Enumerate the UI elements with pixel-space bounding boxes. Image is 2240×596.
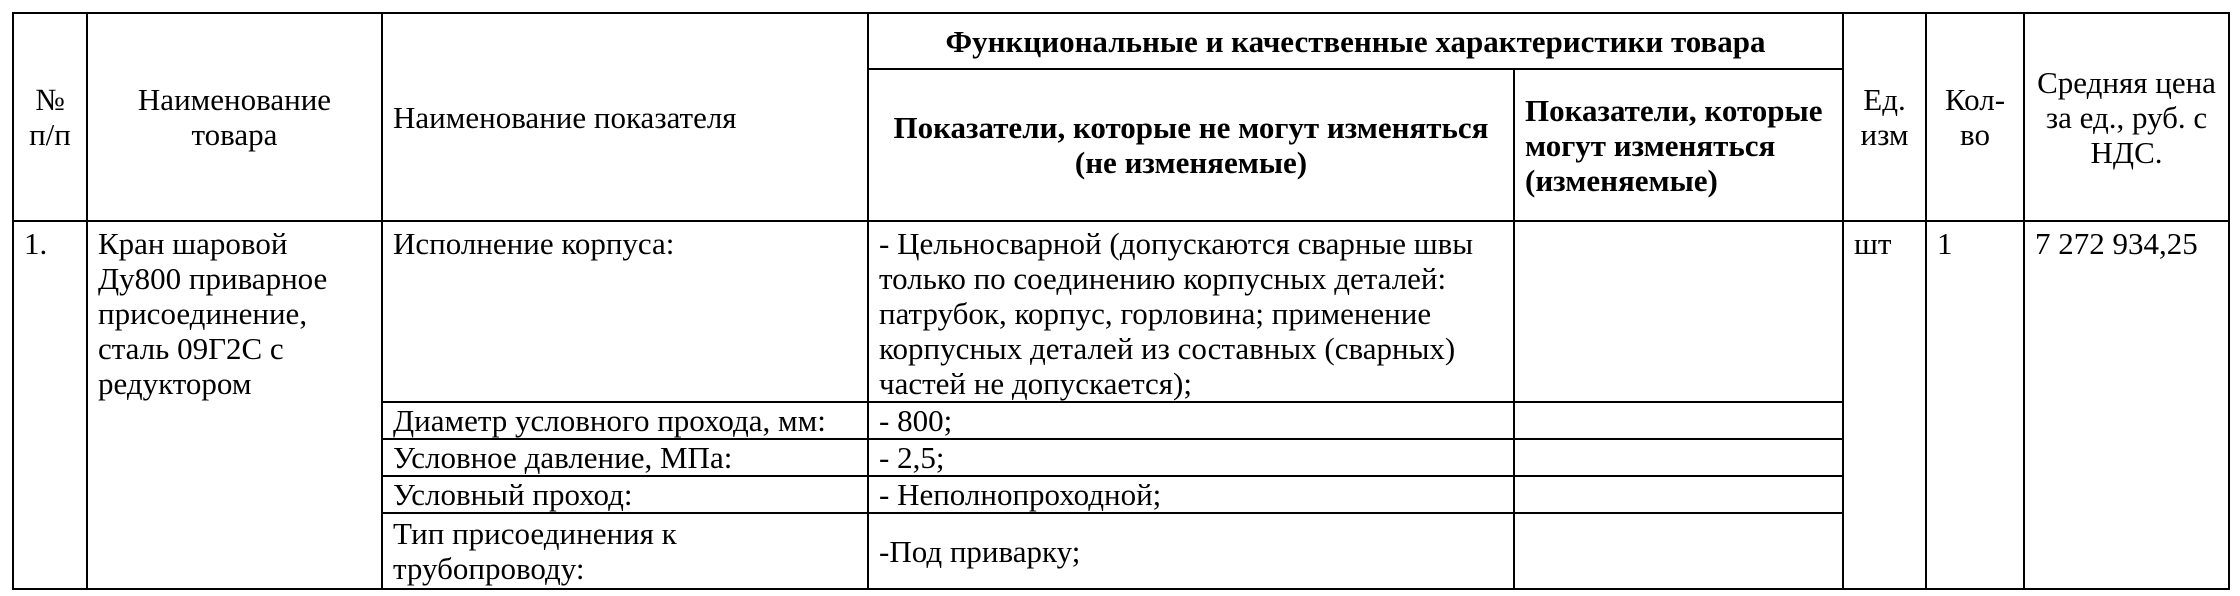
header-indicator-name: Наименование показателя	[382, 13, 868, 221]
item-qty: 1	[1926, 221, 2024, 589]
spec-fixed-value: - 2,5;	[868, 439, 1514, 476]
header-num: № п/п	[13, 13, 87, 221]
item-num: 1.	[13, 221, 87, 589]
spec-name: Тип присоединения к трубопроводу:	[382, 513, 868, 589]
spec-name: Диаметр условного прохода, мм:	[382, 402, 868, 439]
spec-table	[12, 12, 2230, 590]
spec-fixed-value: - Неполнопроходной;	[868, 476, 1514, 513]
item-price: 7 272 934,25	[2024, 221, 2229, 589]
spec-name: Исполнение корпуса:	[382, 221, 868, 402]
header-group-title: Функциональные и качественные характеристики товара	[868, 13, 1843, 69]
header-qty: Кол-во	[1926, 13, 2024, 221]
spec-variable-value	[1514, 402, 1843, 439]
spec-fixed-value: - 800;	[868, 402, 1514, 439]
spec-fixed-value: - Цельносварной (допускаются сварные швы только по соединению корпусных деталей: патрубок, корпус, горловина; применение корпусных деталей из составных (сварных) частей не допускается);	[868, 221, 1514, 402]
header-fixed-indicators: Показатели, которые не могут изменяться (не изменяемые)	[868, 69, 1514, 221]
item-unit: шт	[1843, 221, 1926, 589]
header-avg-price: Средняя цена за ед., руб. с НДС.	[2024, 13, 2229, 221]
spec-variable-value	[1514, 221, 1843, 402]
spec-fixed-value: -Под приварку;	[868, 513, 1514, 589]
spec-variable-value	[1514, 476, 1843, 513]
spec-name: Условное давление, МПа:	[382, 439, 868, 476]
header-variable-indicators: Показатели, которые могут изменяться (изменяемые)	[1514, 69, 1843, 221]
header-row-1	[13, 13, 2229, 69]
header-unit: Ед. изм	[1843, 13, 1926, 221]
table-row	[13, 221, 2229, 402]
item-name: Кран шаровой Ду800 приварное присоединение, сталь 09Г2С с редуктором	[87, 221, 382, 589]
spec-name: Условный проход:	[382, 476, 868, 513]
spec-variable-value	[1514, 513, 1843, 589]
header-product-name: Наименование товара	[87, 13, 382, 221]
spec-variable-value	[1514, 439, 1843, 476]
